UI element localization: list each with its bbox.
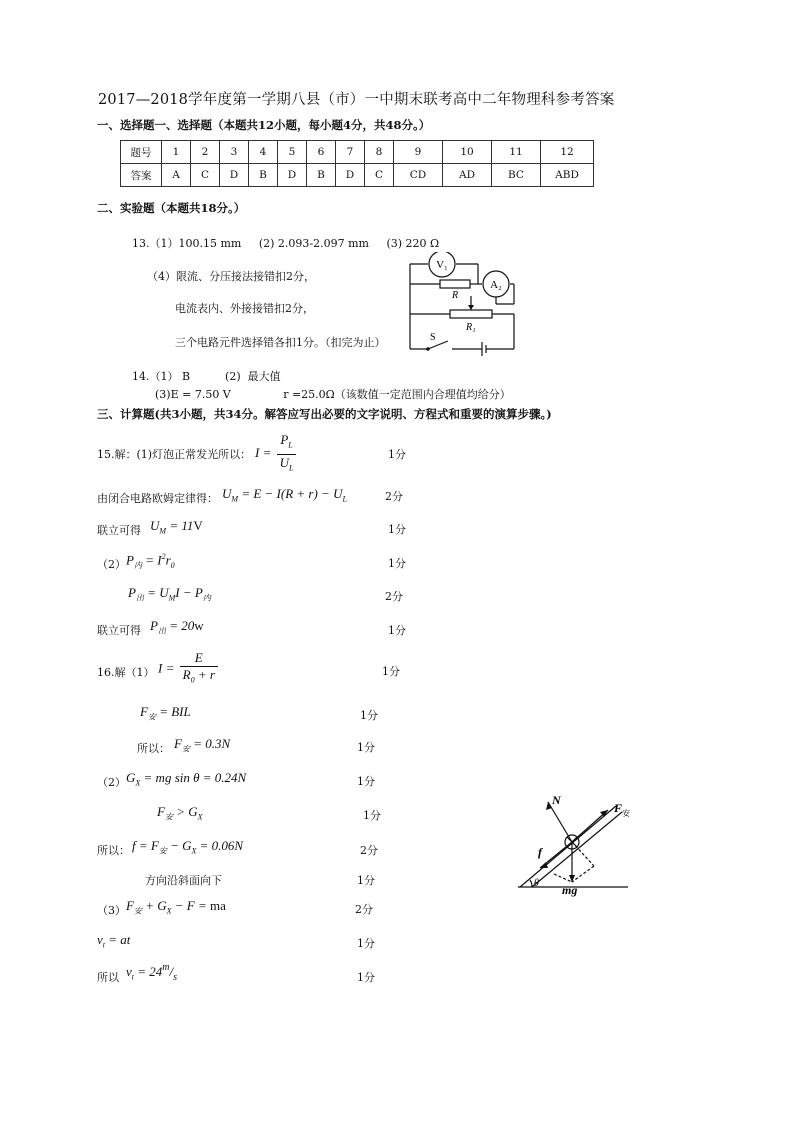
switch-label: S [430, 332, 436, 343]
q16-eq-9: $v_t$ = at [97, 932, 131, 950]
q15-eq-4: $P_内 = I^2r_0$ [126, 552, 175, 570]
q13-note-1: （4）限流、分压接法接错扣2分， [147, 270, 315, 283]
ampere-force-subscript: 安 [622, 809, 630, 818]
normal-force-label: N [552, 793, 561, 807]
table-row [121, 164, 594, 187]
r1-label: R₁ [466, 322, 476, 333]
q15-step-4-text: （2） [97, 558, 126, 571]
table-cell: CD [394, 164, 443, 187]
q16-eq-3: $F_安 = 0.3N$ [174, 736, 231, 754]
q14-line-1: 14.（1） B (2) 最大值 [132, 370, 281, 383]
q16-step-4-text: （2） [97, 776, 126, 789]
q15-eq-5: $P_出 = U_MI - P_内$ [128, 585, 211, 603]
q16-score-1: 1分 [382, 665, 400, 678]
section3-heading: 三、计算题(共3小题，共34分。解答应写出必要的文字说明、方程式和重要的演算步骤。) [97, 407, 552, 421]
friction-label: f [538, 845, 542, 859]
q15-score-6: 1分 [388, 624, 406, 637]
ampere-force-label: F [614, 801, 623, 815]
table-cell: 1 [162, 141, 191, 164]
q16-score-8: 2分 [355, 903, 373, 916]
table-cell: A [162, 164, 191, 187]
q15-eq-1: I = $\frac{P_L}{U_L}$ [255, 432, 298, 476]
q16-step-6-text: 所以： [97, 844, 130, 857]
q15-eq-3: $U_M = 11V$ [150, 518, 203, 536]
q16-eq-1: I = $\frac{E}{R_0 + r}$ [158, 650, 220, 689]
q16-eq-10: $v_t = 24^m/_s$ [126, 962, 178, 983]
table-cell: C [365, 164, 394, 187]
q15-score-1: 1分 [388, 448, 406, 461]
table-cell: D [278, 164, 307, 187]
gravity-label: mg [562, 883, 578, 897]
q16-step-7-text: 方向沿斜面向下 [145, 874, 222, 887]
table-row [121, 141, 594, 164]
q16-score-2: 1分 [360, 709, 378, 722]
q16-score-9: 1分 [357, 937, 375, 950]
q16-score-10: 1分 [357, 971, 375, 984]
q16-step-3-text: 所以： [137, 742, 170, 755]
q15-eq-2: $U_M = E - I(R + r) - U_L$ [222, 486, 347, 504]
table-cell: 8 [365, 141, 394, 164]
table-cell: 11 [492, 141, 541, 164]
page-title: 2017—2018学年度第一学期八县（市）一中期末联考高中二年物理科参考答案 [98, 92, 615, 108]
table-row-label: 答案 [121, 164, 162, 187]
q16-eq-5: $F_安 > G_X$ [157, 804, 203, 822]
q15-score-5: 2分 [385, 590, 403, 603]
q16-step-10-text: 所以 [97, 971, 119, 984]
table-cell: 4 [249, 141, 278, 164]
q16-score-5: 1分 [363, 809, 381, 822]
q15-step-6-text: 联立可得 [97, 624, 141, 637]
table-cell: 6 [307, 141, 336, 164]
table-cell: 2 [191, 141, 220, 164]
table-cell: 10 [443, 141, 492, 164]
table-cell: 9 [394, 141, 443, 164]
q16-step-8-text: （3） [97, 904, 126, 917]
q16-score-3: 1分 [357, 741, 375, 754]
section2-heading: 二、实验题（本题共18分。） [97, 201, 246, 215]
table-row-label: 题号 [121, 141, 162, 164]
q16-eq-6: $f = F_安 - G_X = 0.06N$ [132, 838, 244, 856]
table-cell: 5 [278, 141, 307, 164]
table-cell: AD [443, 164, 492, 187]
q16-eq-8: $F_安 + G_X - F$ = ma [126, 898, 226, 916]
table-cell: B [249, 164, 278, 187]
q15-step-3-text: 联立可得 [97, 524, 141, 537]
q14-line-2: (3)E = 7.50 V r =25.0Ω（该数值一定范围内合理值均给分） [155, 388, 511, 401]
circuit-diagram [400, 252, 525, 362]
table-cell: D [336, 164, 365, 187]
table-cell: 3 [220, 141, 249, 164]
q16-score-4: 1分 [357, 775, 375, 788]
table-cell: C [191, 164, 220, 187]
table-cell: B [307, 164, 336, 187]
q16-score-7: 1分 [357, 874, 375, 887]
q13-note-2: 电流表内、外接接错扣2分， [175, 302, 314, 315]
a2-label: A₂ [490, 279, 502, 291]
q15-step-1-text: 15.解：(1)灯泡正常发光所以： [97, 448, 252, 461]
slider-arrow-icon [468, 305, 474, 310]
q13-answers: 13.（1）100.15 mm (2) 2.093-2.097 mm (3) 220 Ω [132, 237, 440, 250]
table-cell: D [220, 164, 249, 187]
q16-eq-4: $G_X$ = mg sin θ = 0.24N [126, 770, 247, 788]
r-label: R [452, 290, 459, 301]
section1-heading: 一、选择题一、选择题（本题共12小题，每小题4分，共48分。） [97, 118, 431, 132]
q15-score-2: 2分 [385, 490, 403, 503]
table-cell: BC [492, 164, 541, 187]
theta-label: θ [534, 878, 539, 889]
q15-step-2-text: 由闭合电路欧姆定律得： [97, 492, 218, 505]
q16-score-6: 2分 [360, 844, 378, 857]
answer-table [120, 140, 594, 187]
q16-step-1-text: 16.解（1） [97, 666, 155, 679]
q15-score-3: 1分 [388, 523, 406, 536]
q16-eq-2: $F_安$ = BIL [140, 704, 191, 722]
force-diagram [510, 790, 640, 900]
table-cell: 7 [336, 141, 365, 164]
v1-label: V₁ [436, 259, 448, 271]
q13-note-3: 三个电路元件选择错各扣1分。（扣完为止） [175, 336, 386, 349]
q15-score-4: 1分 [388, 557, 406, 570]
table-cell: ABD [541, 164, 594, 187]
q15-eq-6: $P_出 = 20w$ [150, 618, 204, 636]
table-cell: 12 [541, 141, 594, 164]
